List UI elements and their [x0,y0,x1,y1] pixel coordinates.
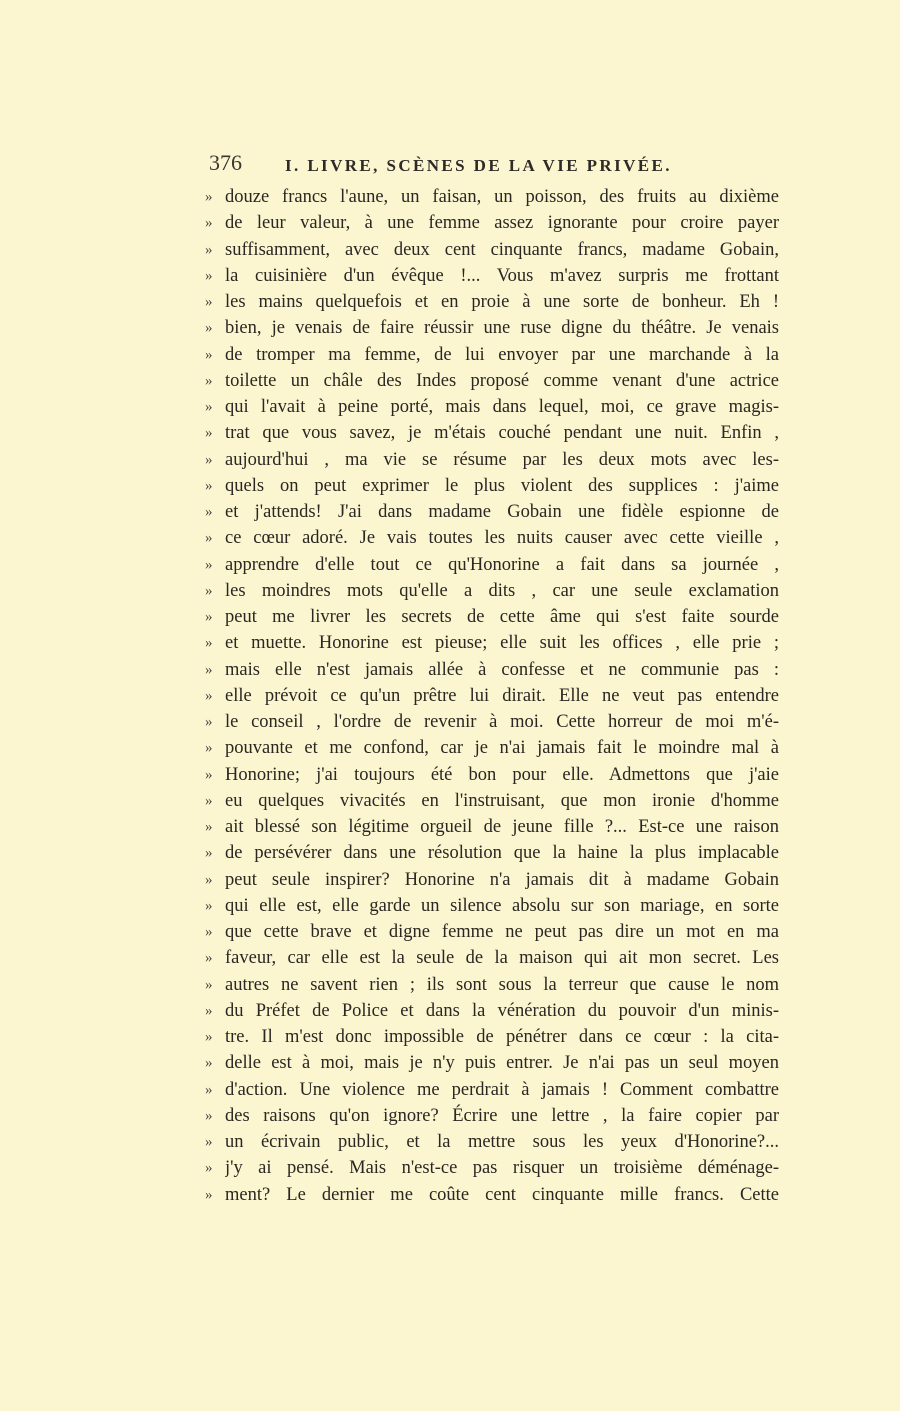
quote-mark: » [205,1134,213,1150]
text-line [205,1050,779,1076]
line-text: bien, je venais de faire réussir une ruse digne du théâtre. Je venais [225,318,779,339]
quote-mark: » [205,582,213,599]
quote-mark: » [205,425,213,442]
quote-mark: » [205,1055,213,1072]
text-line [205,1129,779,1155]
text-line [205,473,779,499]
text-line [205,315,779,341]
line-text: que cette brave et digne femme ne peut pas dire un mot en ma [225,922,779,942]
line-text: qui elle est, elle garde un silence absolu sur son mariage, en sorte [225,895,779,916]
line-text: pouvante et me confond, car je n'ai jamais fait le moindre mal à [225,738,779,759]
line-text: et j'attends! J'ai dans madame Gobain une fidèle espionne de [225,502,779,522]
quote-mark: » [205,819,213,835]
text-line [205,289,779,315]
quote-mark: » [205,845,213,862]
text-line [205,867,779,893]
line-text: Honorine; j'ai toujours été bon pour elle. Admettons que j'aie [225,764,779,785]
text-line [205,709,779,735]
line-text: la cuisinière d'un évêque !... Vous m'avez surpris me frottant [225,265,779,286]
quote-mark: » [205,530,213,547]
line-text: apprendre d'elle tout ce qu'Honorine a fait dans sa journée , [225,554,779,575]
text-line [205,578,779,604]
line-text: ce cœur adoré. Je vais toutes les nuits causer avec cette vieille , [225,528,779,549]
line-text: tre. Il m'est donc impossible de pénétrer dans ce cœur : la cita- [225,1027,779,1047]
text-line [205,420,779,446]
quote-mark: » [205,372,213,389]
quote-mark: » [205,1160,213,1177]
quote-mark: » [205,294,213,310]
quote-mark: » [205,976,213,993]
text-line [205,972,779,998]
page-number: 376 [209,150,242,175]
text-line [205,394,779,420]
quote-mark: » [205,950,213,967]
body-text [205,184,779,1208]
text-line [205,604,779,630]
text-line [205,683,779,709]
running-title: I. LIVRE, SCÈNES DE LA VIE PRIVÉE. [285,156,672,175]
quote-mark: » [205,215,213,232]
quote-mark: » [205,1029,213,1045]
text-line [205,998,779,1024]
quote-mark: » [205,241,213,258]
line-text: ait blessé son légitime orgueil de jeune fille ?... Est-ce une raison [225,817,779,837]
line-text: de leur valeur, à une femme assez ignorante pour croire payer [225,213,779,234]
quote-mark: » [205,451,213,468]
quote-mark: » [205,897,213,914]
line-text: j'y ai pensé. Mais n'est-ce pas risquer un troisième déménage- [225,1158,779,1179]
text-line [205,263,779,289]
line-text: d'action. Une violence me perdrait à jamais ! Comment combattre [225,1079,779,1100]
line-text: ment? Le dernier me coûte cent cinquante mille francs. Cette [225,1184,779,1205]
text-line [205,237,779,263]
quote-mark: » [205,1002,213,1019]
text-line [205,1182,779,1208]
text-line [205,1155,779,1181]
text-line [205,814,779,840]
line-text: un écrivain public, et la mettre sous les yeux d'Honorine?... [225,1132,779,1152]
quote-mark: » [205,477,213,494]
line-text: suffisamment, avec deux cent cinquante francs, madame Gobain, [225,239,779,260]
quote-mark: » [205,504,213,520]
text-line [205,210,779,236]
quote-mark: » [205,635,213,652]
quote-mark: » [205,609,213,625]
text-line [205,919,779,945]
text-line [205,1103,779,1129]
text-line [205,368,779,394]
line-text: toilette un châle des Indes proposé comme venant d'une actrice [225,370,779,391]
line-text: peut seule inspirer? Honorine n'a jamais dit à madame Gobain [225,869,779,890]
text-line [205,630,779,656]
quote-mark: » [205,189,213,205]
text-line [205,499,779,525]
line-text: du Préfet de Police et dans la vénération du pouvoir d'un minis- [225,1000,779,1021]
line-text: douze francs l'aune, un faisan, un poisson, des fruits au dixième [225,187,779,207]
line-text: qui l'avait à peine porté, mais dans lequel, moi, ce grave magis- [225,397,779,417]
text-line [205,840,779,866]
text-line [205,1077,779,1103]
line-text: et muette. Honorine est pieuse; elle suit les offices , elle prie ; [225,633,779,654]
line-text: peut me livrer les secrets de cette âme qui s'est faite sourde [225,607,779,627]
quote-mark: » [205,1081,213,1098]
text-line [205,893,779,919]
quote-mark: » [205,399,213,415]
quote-mark: » [205,346,213,363]
quote-mark: » [205,766,213,783]
line-text: les moindres mots qu'elle a dits , car une seule exclamation [225,580,779,601]
quote-mark: » [205,687,213,704]
quote-mark: » [205,871,213,888]
text-line [205,552,779,578]
line-text: mais elle n'est jamais allée à confesse et ne communie pas : [225,659,779,680]
line-text: les mains quelquefois et en proie à une sorte de bonheur. Eh ! [225,292,779,312]
quote-mark: » [205,924,213,940]
quote-mark: » [205,320,213,337]
text-line [205,788,779,814]
quote-mark: » [205,267,213,284]
text-line [205,945,779,971]
line-text: trat que vous savez, je m'étais couché pendant une nuit. Enfin , [225,423,779,444]
quote-mark: » [205,661,213,678]
text-line [205,762,779,788]
line-text: elle prévoit ce qu'un prêtre lui dirait. Elle ne veut pas entendre [225,685,779,706]
quote-mark: » [205,1107,213,1124]
text-line [205,342,779,368]
text-line [205,657,779,683]
line-text: autres ne savent rien ; ils sont sous la terreur que cause le nom [225,974,779,995]
line-text: des raisons qu'on ignore? Écrire une lettre , la faire copier par [225,1105,779,1126]
text-line [205,525,779,551]
text-line [205,1024,779,1050]
quote-mark: » [205,556,213,573]
line-text: quels on peut exprimer le plus violent des supplices : j'aime [225,475,779,496]
text-line [205,735,779,761]
line-text: le conseil , l'ordre de revenir à moi. Cette horreur de moi m'é- [225,712,779,732]
quote-mark: » [205,1186,213,1203]
text-line [205,184,779,210]
line-text: delle est à moi, mais je n'y puis entrer. Je n'ai pas un seul moyen [225,1053,779,1074]
line-text: eu quelques vivacités en l'instruisant, que mon ironie d'homme [225,790,779,811]
line-text: de tromper ma femme, de lui envoyer par une marchande à la [225,344,779,365]
line-text: faveur, car elle est la seule de la maison qui ait mon secret. Les [225,948,779,969]
quote-mark: » [205,740,213,757]
line-text: de persévérer dans une résolution que la haine la plus implacable [225,843,779,864]
line-text: aujourd'hui , ma vie se résume par les deux mots avec les- [225,449,779,470]
text-line [205,447,779,473]
quote-mark: » [205,714,213,730]
quote-mark: » [205,792,213,809]
